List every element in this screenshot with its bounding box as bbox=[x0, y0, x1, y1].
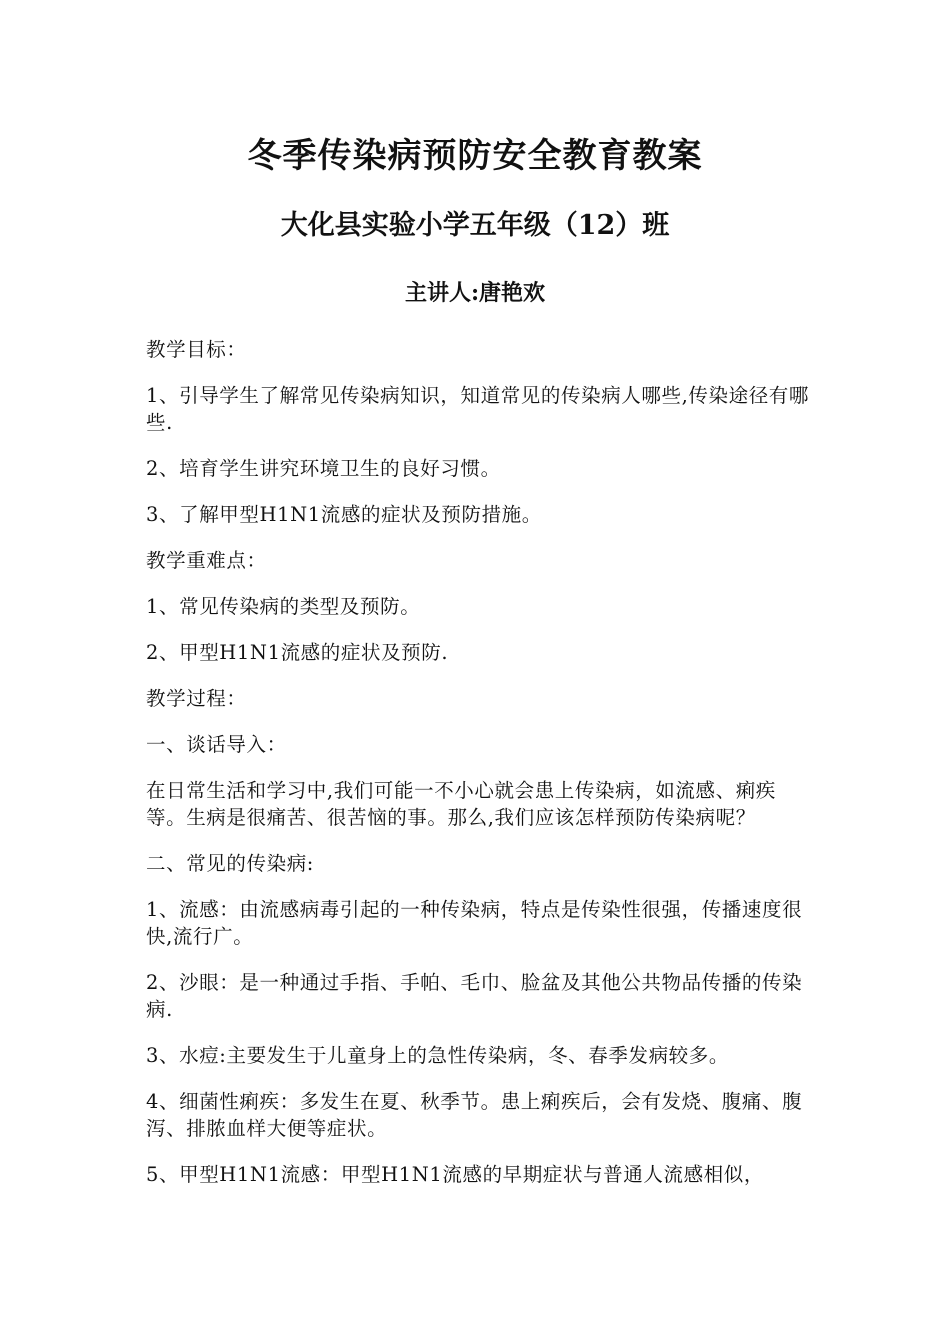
disease-item-5: 5、甲型H1N1流感：甲型H1N1流感的早期症状与普通人流感相似， bbox=[146, 1163, 764, 1186]
intro-paragraph: 在日常生活和学习中,我们可能一不小心就会患上传染病，如流感、痢疾等。生病是很痛苦、很苦恼的事。那么,我们应该怎样预防传染病呢？ bbox=[146, 779, 776, 829]
key-point-item-1: 1、常见传染病的类型及预防。 bbox=[146, 595, 421, 618]
objective-item-1: 1、引导学生了解常见传染病知识，知道常见的传染病人哪些,传染途径有哪些. bbox=[146, 384, 810, 434]
document-body bbox=[146, 336, 810, 1207]
section-heading-process: 教学过程： bbox=[146, 687, 247, 710]
disease-item-3: 3、水痘:主要发生于儿童身上的急性传染病，冬、春季发病较多。 bbox=[146, 1044, 729, 1067]
document-subtitle: 大化县实验小学五年级（12）班 bbox=[280, 210, 670, 241]
objective-item-3: 3、了解甲型H1N1流感的症状及预防措施。 bbox=[146, 503, 542, 526]
section-heading-objectives: 教学目标： bbox=[146, 338, 247, 361]
disease-item-2: 2、沙眼：是一种通过手指、手帕、毛巾、脸盆及其他公共物品传播的传染病. bbox=[146, 971, 803, 1021]
key-point-item-2: 2、甲型H1N1流感的症状及预防. bbox=[146, 641, 449, 664]
process-step-heading-1: 一、谈话导入： bbox=[146, 733, 287, 756]
disease-item-1: 1、流感：由流感病毒引起的一种传染病，特点是传染性很强，传播速度很快,流行广。 bbox=[146, 898, 803, 948]
process-step-heading-2: 二、常见的传染病: bbox=[146, 852, 314, 875]
section-heading-key-points: 教学重难点： bbox=[146, 549, 267, 572]
document-title: 冬季传染病预防安全教育教案 bbox=[247, 136, 703, 176]
disease-item-4: 4、细菌性痢疾：多发生在夏、秋季节。患上痢疾后，会有发烧、腹痛、腹泻、排脓血样大便等症状。 bbox=[146, 1090, 803, 1140]
objective-item-2: 2、培育学生讲究环境卫生的良好习惯。 bbox=[146, 457, 501, 480]
speaker-line: 主讲人:唐艳欢 bbox=[404, 280, 546, 306]
